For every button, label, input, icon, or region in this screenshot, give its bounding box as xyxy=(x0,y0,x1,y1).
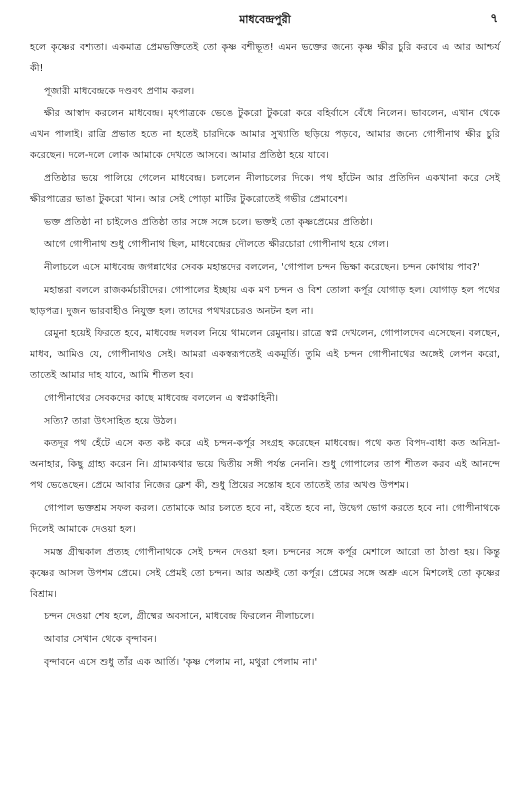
paragraph-2: পূজারী মাধবেন্দ্রকে দণ্ডবৎ প্রণাম করল। xyxy=(44,85,195,97)
paragraph-16: আবার সেখান থেকে বৃন্দাবন। xyxy=(44,634,157,646)
paragraph-7: নীলাচলে এসে মাধবেন্দ্র জগন্নাথের সেবক মহান্তদের বললেন, 'গোপাল চন্দন ভিক্ষা করেছেন। চন্দন কোথায় পাব?' xyxy=(44,261,480,273)
paragraph-6: আগে গোপীনাথ শুধু গোপীনাথ ছিল, মাধবেন্দ্রের দৌলতে ক্ষীরচোরা গোপীনাথ হয়ে গেল। xyxy=(44,239,389,251)
page-header xyxy=(30,8,500,30)
paragraph-11: সত্যি? তারা উৎসাহিত হয়ে উঠল। xyxy=(44,415,177,427)
page-number: ৭ xyxy=(490,11,498,25)
paragraph-3: ক্ষীর আস্বাদ করলেন মাধবেন্দ্র। মৃৎপাত্রকে ভেঙে টুকরো টুকরো করে বহির্বাসে বেঁধে নিলেন। ভাবলেন, এখান থেকে এখন পালাই। রাত্রি প্রভাত হতে না হতেই চারদিকে আমার সুখ্যাতি ছড়িয়ে পড়বে, আমার জন্যে গোপীনাথ ক্ষীর চুরি করেছেন। দলে-দলে লোক আমাকে দেখতে আসবে। আমার প্রতিষ্ঠা হয়ে যাবে। xyxy=(30,108,500,162)
body-text xyxy=(30,37,500,674)
paragraph-10: গোপীনাথের সেবকদের কাছে মাধবেন্দ্র বললেন এ স্বপ্নকাহিনী। xyxy=(44,393,279,404)
paragraph-9: রেমুনা হয়েই ফিরতে হবে, মাধবেন্দ্র দলবল নিয়ে থামলেন রেমুনায়। রাত্রে স্বপ্ন দেখলেন, গোপালদেব এসেছেন। বলছেন, মাধব, আমিও যে, গোপীনাথও সেই। আমরা একস্বরূপতেই একমূর্তি। তুমি এই চন্দন গোপীনাথের অঙ্গেই লেপন করো, তাতেই আমার দাহ যাবে, আমি শীতল হব। xyxy=(30,328,500,382)
paragraph-13: গোপাল ভক্তশ্রম সফল করল। তোমাকে আর চলতে হবে না, বইতে হবে না, উদ্বেগ ভোগ করতে হবে না। গোপীনাথকে দিলেই আমাকে দেওয়া হল। xyxy=(30,502,500,536)
paragraph-17: বৃন্দাবনে এসে শুধু তাঁর এক আর্তি। 'কৃষ্ণ পেলাম না, মথুরা পেলাম না।' xyxy=(44,656,318,668)
running-title: মাধবেন্দ্রপুরী xyxy=(239,13,291,26)
paragraph-14: সমস্ত গ্রীষ্মকাল প্রত্যহ গোপীনাথকে সেই চন্দন দেওয়া হল। চন্দনের সঙ্গে কর্পূর মেশালে আরো তা ঠাণ্ডা হয়। কিন্তু কৃষ্ণের আসল উপশম প্রেমে। সেই প্রেমই তো চন্দন। আর অশ্রুই তো কর্পূর। প্রেমের সঙ্গে অশ্রু এসে মিশলেই তো কৃষ্ণের বিশ্রাম। xyxy=(30,546,500,600)
paragraph-15: চন্দন দেওয়া শেষ হলে, গ্রীষ্মের অবসানে, মাধবেন্দ্র ফিরলেন নীলাচলে। xyxy=(44,611,315,623)
paragraph-4: প্রতিষ্ঠার ভয়ে পালিয়ে গেলেন মাধবেন্দ্র। চললেন নীলাচলের দিকে। পথ হাঁটেন আর প্রতিদিন একখানা করে সেই ক্ষীরপাত্রের ভাঙা টুকরো খান। আর সেই পোড়া মাটির টুকরোতেই গভীর প্রেমাবেশ। xyxy=(30,173,500,206)
paragraph-5: ভক্ত প্রতিষ্ঠা না চাইলেও প্রতিষ্ঠা তার সঙ্গে সঙ্গে চলে। ভক্তই তো কৃষ্ণপ্রেমের প্রতিষ্ঠা। xyxy=(44,216,373,228)
paragraph-8: মহান্তরা বললে রাজকর্মচারীদের। গোপালের ইচ্ছায় এক মণ চন্দন ও বিশ তোলা কর্পূর যোগাড় হল। যোগাড় হল পথের ছাড়পত্র। দুজন ভারবাহীও নিযুক্ত হল। তাদের পথখরচেরও অনটন হল না। xyxy=(30,284,500,317)
paragraph-1: হলে কৃষ্ণের বশ্যতা। একমাত্র প্রেমভক্তিতেই তো কৃষ্ণ বশীভূত! এমন ভক্তের জন্যে কৃষ্ণ ক্ষীর চুরি করবে এ আর আশ্চর্য কী! xyxy=(30,42,500,75)
paragraph-12: কতদূর পথ হেঁটে এসে কত কষ্ট করে এই চন্দন-কর্পূর সংগ্রহ করেছেন মাধবেন্দ্র। পথে কত বিপদ-বাধা কত অনিদ্রা-অনাহার, কিছু গ্রাহ্য করেন নি। গ্রাম্যকথার ভয়ে দ্বিতীয় সঙ্গী পর্যন্ত নেননি। শুধু গোপালের তাপ শীতল করব এই আনন্দে পথ ভেঙেছেন। প্রেমে আবার নিজের ক্লেশ কী, শুধু প্রিয়ের সন্তোষ হবে তাতেই তার অখণ্ড উপশম। xyxy=(30,438,500,492)
